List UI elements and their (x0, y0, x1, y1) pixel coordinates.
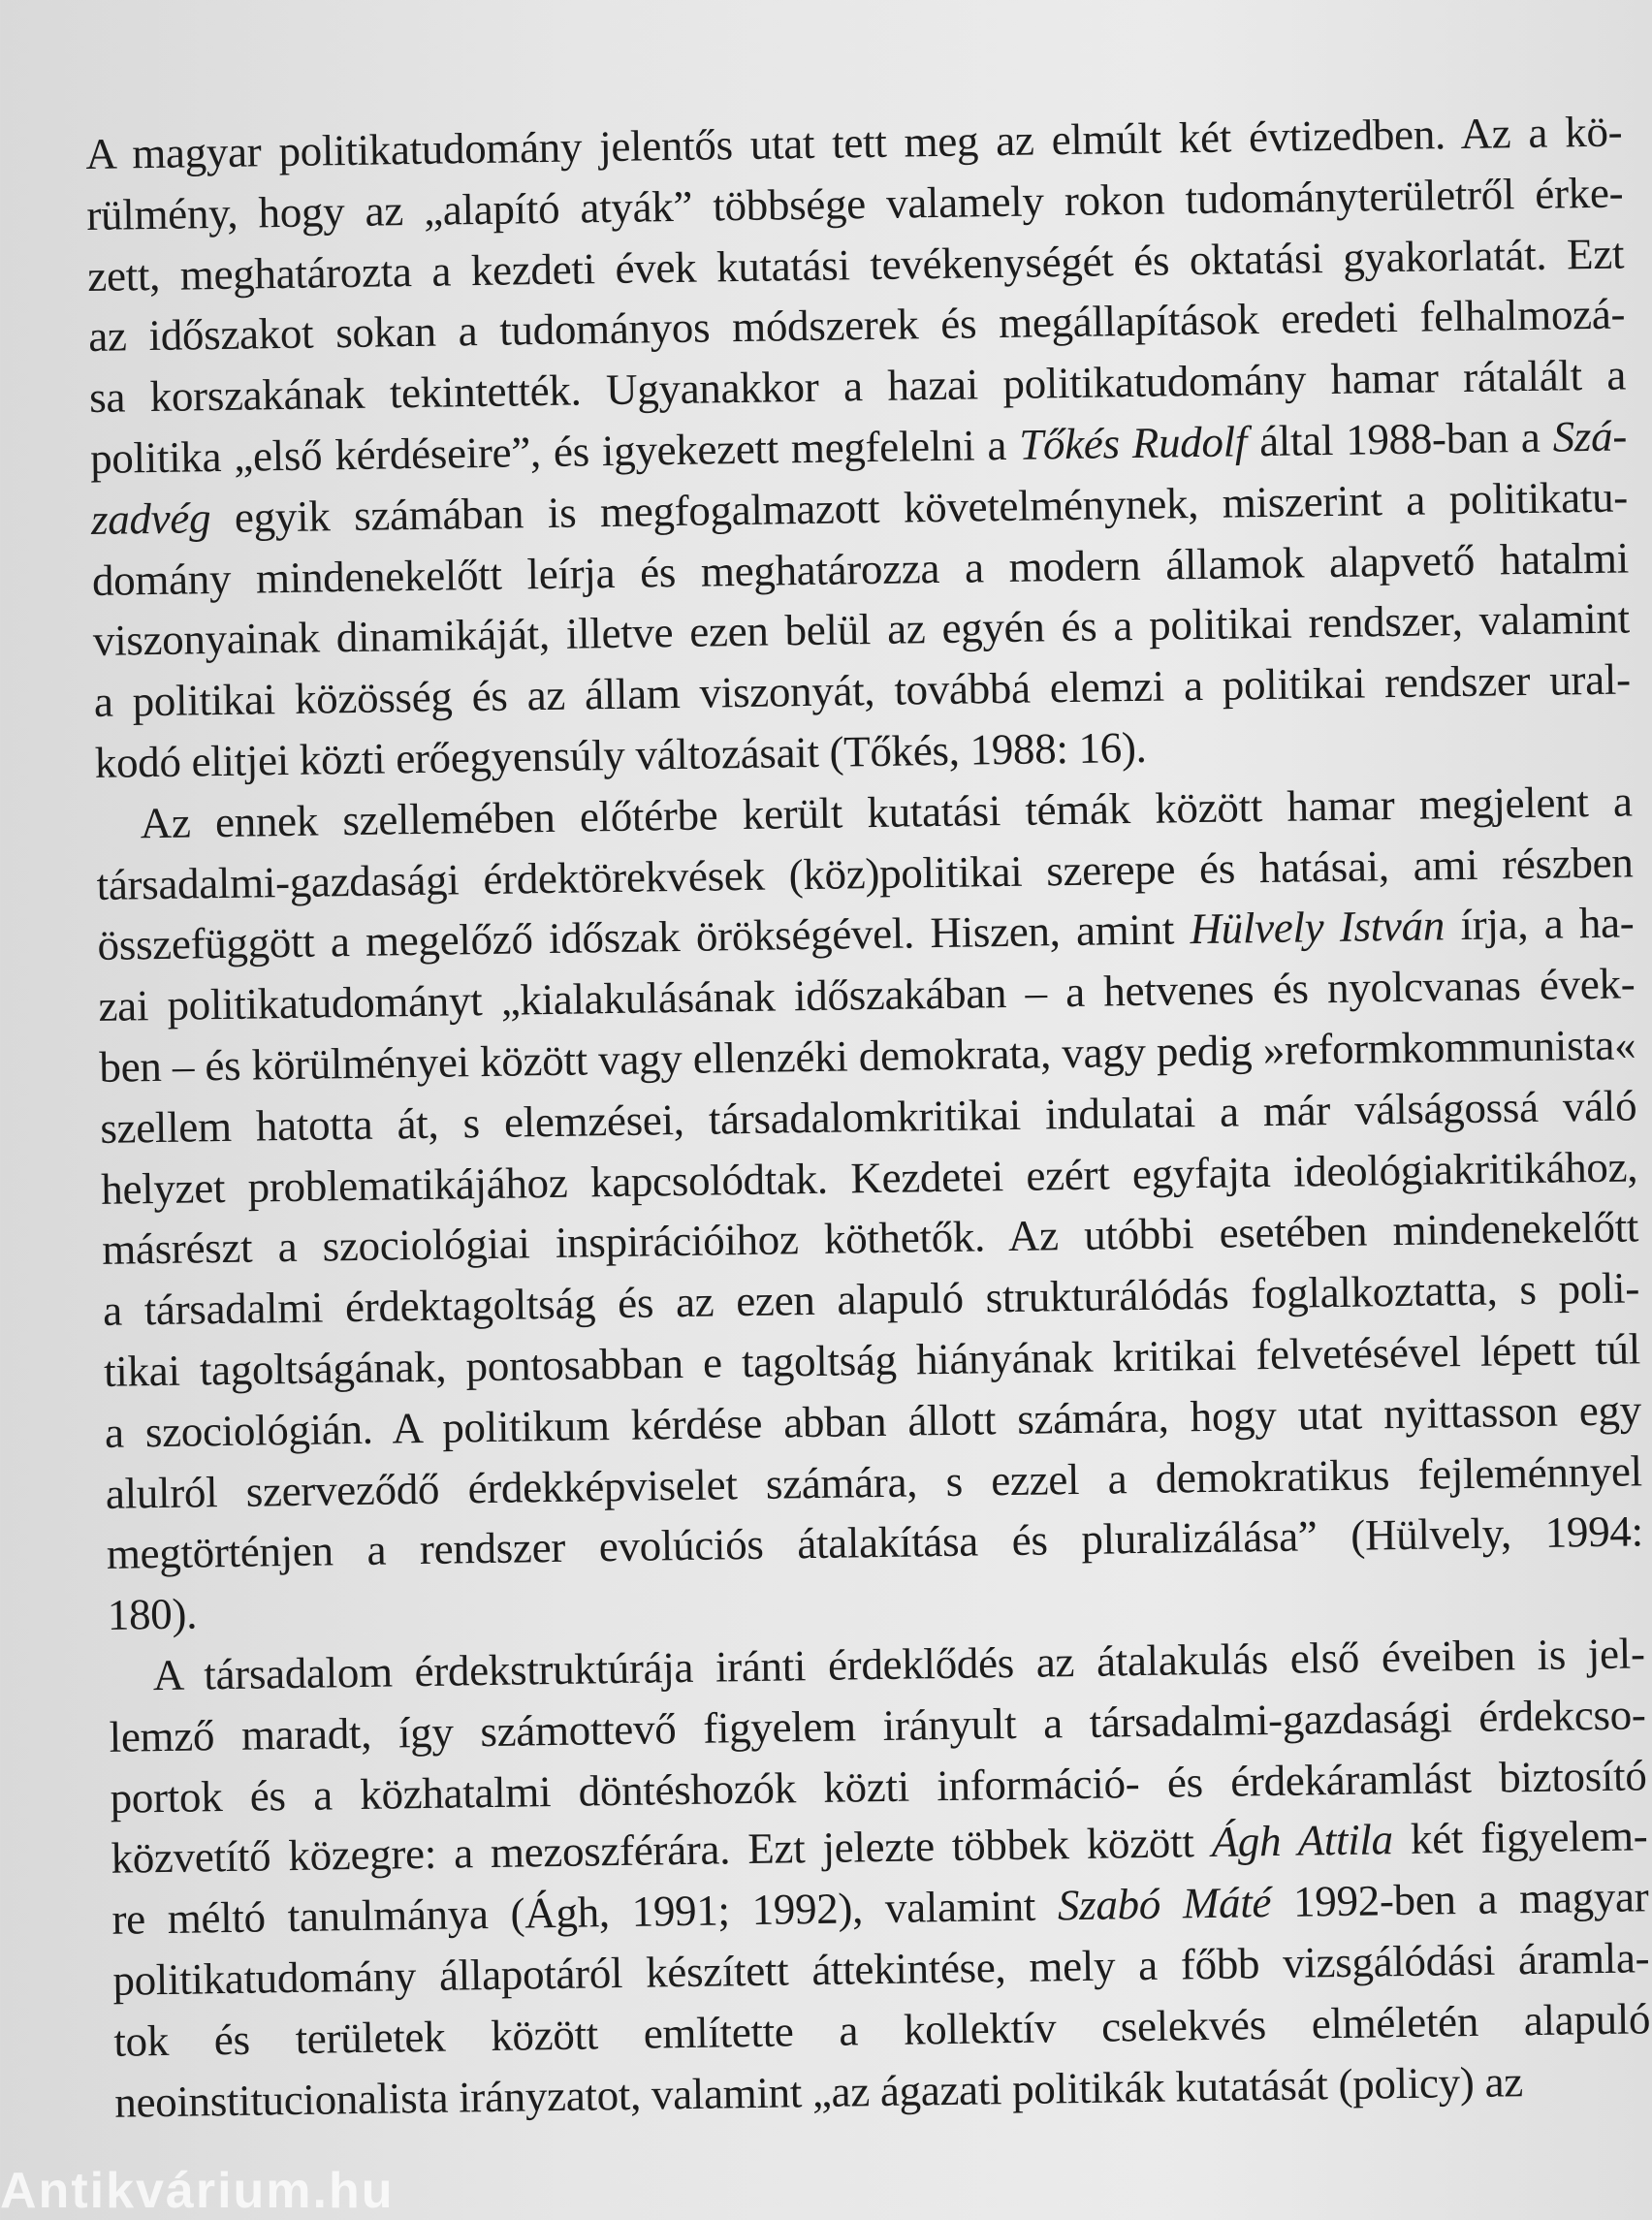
text-line: megtörténjen a rendszer evolúciós átalakítása és pluralizálása” (Hülvely, 1994: (106, 1506, 1644, 1579)
italic-name: zadvég (90, 492, 211, 544)
text-line: zai politikatudományt „kialakulásának időszakában – a hetvenes és nyolcvanas évek- (98, 959, 1636, 1031)
text-line: politikatudomány állapotáról készített áttekintése, mely a főbb vizsgálódási áramla- (112, 1933, 1650, 2005)
text-line: rülmény, hogy az „alapító atyák” többsége valamely rokon tudományterületről érke- (86, 168, 1624, 239)
text-line: társadalmi-gazdasági érdektörekvések (köz)politikai szerepe és hatásai, ami részben (96, 837, 1634, 909)
text-segment: közvetítő közegre: a mezoszférára. Ezt jelezte többek között (111, 1818, 1212, 1884)
text-line: a társadalmi érdektagoltság és az ezen alapuló strukturálódás foglalkoztatta, s poli- (102, 1263, 1640, 1336)
text-line: lemző maradt, így számottevő figyelem irányult a társadalmi-gazdasági érdekcso- (109, 1690, 1646, 1761)
text-line: helyzet problematikájához kapcsolódtak. Kezdetei ezért egyfajta ideológiakritikához, (100, 1141, 1638, 1214)
text-line: tok és területek között említette a kollektív cselekvés elméletén alapuló (112, 1993, 1651, 2066)
text-line: Az ennek szellemében előtérbe került kutatási témák között hamar megjelent a (140, 777, 1633, 848)
text-segment: re méltó tanulmánya (Ágh, 1991; 1992), valamint (111, 1881, 1059, 1944)
text-segment: két figyelem- (1392, 1811, 1648, 1864)
text-line: a szociológián. A politikum kérdése abban állott számára, hogy utat nyittasson egy (104, 1385, 1642, 1457)
italic-name: Szá- (1552, 411, 1628, 461)
text-line: ben – és körülményei között vagy ellenzéki demokrata, vagy pedig »reformkommunista« (99, 1020, 1636, 1092)
italic-name: Hülvely István (1190, 901, 1446, 954)
italic-name: Ágh Attila (1211, 1815, 1394, 1867)
text-segment: írja, a ha- (1444, 898, 1635, 950)
text-line: A társadalom érdekstruktúrája iránti érdeklődés az átalakulás első éveiben is jel- (152, 1629, 1645, 1700)
text-segment: politika „első kérdéseire”, és igyekezett megfelelni a (89, 420, 1020, 483)
text-segment: összefüggött a megelőző időszak örökségével. Hiszen, amint (97, 904, 1191, 970)
text-line: tikai tagoltságának, pontosabban e tagoltság hiányának kritikai felvetésével lépett túl (103, 1324, 1641, 1396)
text-segment: egyik számában is megfogalmazott követelménynek, miszerint a politikatu- (209, 472, 1629, 542)
text-line: kodó elitjei közti erőegyensúly változásait (Tőkés, 1988: 16). (94, 722, 1147, 787)
text-line: portok és a közhatalmi döntéshozók közti információ- és érdekáramlást biztosító (110, 1750, 1647, 1823)
text-line: 180). (107, 1589, 198, 1639)
text-line: a politikai közösség és az állam viszonyát, továbbá elemzi a politikai rendszer ural- (93, 654, 1632, 727)
text-segment: által 1988-ban a (1246, 412, 1553, 466)
text-line: másrészt a szociológiai inspirációihoz köthetők. Az utóbbi esetében mindenekelőtt (101, 1202, 1639, 1275)
text-line: az időszakot sokan a tudományos módszerek és megállapítások eredeti felhalmozá- (87, 289, 1626, 362)
text-line: domány mindenekelőtt leírja és meghatározza a modern államok alapvető hatalmi (91, 533, 1630, 605)
page-body (85, 101, 1652, 2133)
watermark: Antikvárium.hu (0, 2163, 395, 2219)
italic-name: Tőkés Rudolf (1018, 417, 1248, 469)
text-line: zett, meghatározta a kezdeti évek kutatási tevékenységét és oktatási gyakorlatát. Ezt (86, 229, 1625, 301)
text-line: sa korszakának tekintették. Ugyanakkor a hazai politikatudomány hamar rátalált a (88, 350, 1627, 423)
text-line: szellem hatotta át, s elemzései, társadalomkritikai indulatai a már válságossá váló (99, 1081, 1637, 1153)
text-segment: 1992-ben a magyar (1270, 1872, 1649, 1927)
text-line: alulról szerveződő érdekképviselet számára, s ezzel a demokratikus fejleménnyel (105, 1445, 1643, 1518)
italic-name: Szabó Máté (1057, 1878, 1272, 1930)
text-line: neoinstitucionalista irányzatot, valamint „az ágazati politikák kutatását (policy) az (113, 2056, 1524, 2127)
text-line: viszonyainak dinamikáját, illetve ezen belül az egyén és a politikai rendszer, valamint (92, 593, 1631, 666)
text-line: A magyar politikatudomány jelentős utat tett meg az elmúlt két évtizedben. Az a kö- (85, 107, 1623, 178)
